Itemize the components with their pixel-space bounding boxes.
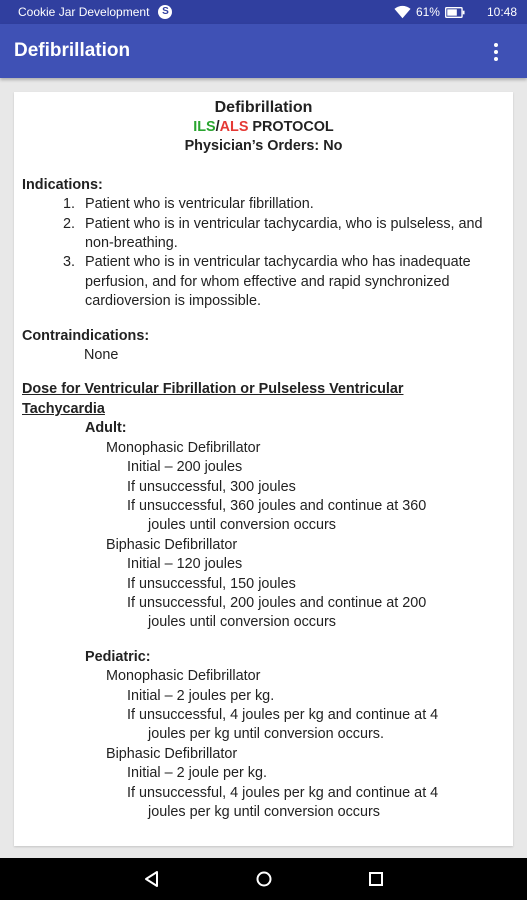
wifi-icon bbox=[394, 5, 411, 19]
pediatric-biphasic-unsuccessful-1-cont: joules per kg until conversion occurs bbox=[148, 804, 380, 820]
back-icon[interactable] bbox=[142, 869, 162, 889]
list-text: Patient who is in ventricular tachycardia who has inadequate perfusion, and for whom effective and rapid synchronized cardioversion is impossible. bbox=[85, 254, 471, 310]
navigation-bar bbox=[0, 858, 527, 900]
dose-heading-line1: Dose for Ventricular Fibrillation or Pulseless Ventricular bbox=[22, 381, 404, 398]
dose-heading-line2: Tachycardia bbox=[22, 400, 105, 417]
adult-biphasic-initial: Initial – 120 joules bbox=[127, 556, 243, 573]
protocol-label: PROTOCOL bbox=[248, 119, 334, 135]
adult-monophasic-initial: Initial – 200 joules bbox=[127, 459, 243, 476]
list-item bbox=[14, 215, 513, 254]
protocol-als: ALS bbox=[219, 119, 249, 135]
dot bbox=[494, 57, 498, 61]
recents-icon[interactable] bbox=[366, 869, 386, 889]
list-number: 2. bbox=[63, 215, 76, 232]
doc-title: Defibrillation bbox=[214, 99, 313, 116]
physicians-orders: Physician’s Orders: No bbox=[184, 138, 343, 155]
pediatric-biphasic-label: Biphasic Defibrillator bbox=[106, 745, 238, 762]
protocol-line bbox=[14, 118, 513, 137]
status-time: 10:48 bbox=[486, 5, 517, 19]
protocol-sep: / bbox=[215, 119, 220, 135]
pediatric-biphasic-initial: Initial – 2 joule per kg. bbox=[127, 765, 267, 782]
list-item bbox=[14, 253, 513, 311]
app-bar bbox=[0, 24, 527, 78]
home-icon[interactable] bbox=[254, 869, 274, 889]
list-text: Patient who is in ventricular tachycardia, who is pulseless, and non-breathing. bbox=[85, 215, 483, 252]
app-bar-title: Defibrillation bbox=[14, 40, 131, 61]
status-app bbox=[18, 5, 172, 19]
adult-monophasic-unsuccessful-2-cont: joules until conversion occurs bbox=[148, 517, 336, 534]
status-right bbox=[394, 5, 517, 19]
dose-heading bbox=[14, 380, 513, 419]
adult-biphasic-unsuccessful-2-cont: joules until conversion occurs bbox=[148, 614, 336, 631]
list-item bbox=[14, 195, 513, 214]
adult-heading: Adult: bbox=[85, 420, 127, 437]
dot bbox=[494, 43, 498, 47]
pediatric-monophasic-unsuccessful-1-cont: joules per kg until conversion occurs. bbox=[148, 726, 384, 743]
contraindications-value: None bbox=[84, 347, 119, 364]
adult-biphasic-label: Biphasic Defibrillator bbox=[106, 536, 238, 553]
indications-list bbox=[14, 195, 513, 311]
adult-biphasic-unsuccessful-2: If unsuccessful, 200 joules and continue at 200 bbox=[127, 594, 427, 611]
list-text: Patient who is ventricular fibrillation. bbox=[85, 196, 314, 213]
adult-monophasic-unsuccessful-1: If unsuccessful, 300 joules bbox=[127, 478, 296, 495]
protocol-ils: ILS bbox=[193, 119, 216, 135]
more-vert-icon[interactable] bbox=[489, 42, 503, 62]
pediatric-monophasic-unsuccessful-1: If unsuccessful, 4 joules per kg and continue at 4 bbox=[127, 706, 439, 723]
pediatric-biphasic-unsuccessful-1: If unsuccessful, 4 joules per kg and continue at 4 bbox=[127, 784, 439, 801]
protocol-document bbox=[14, 92, 513, 822]
battery-icon bbox=[445, 7, 465, 18]
indications-heading: Indications: bbox=[22, 176, 103, 193]
adult-biphasic-unsuccessful-1: If unsuccessful, 150 joules bbox=[127, 575, 296, 592]
pediatric-monophasic-initial: Initial – 2 joules per kg. bbox=[127, 687, 275, 704]
protocol-card[interactable] bbox=[14, 92, 513, 846]
adult-monophasic-unsuccessful-2: If unsuccessful, 360 joules and continue at 360 bbox=[127, 497, 427, 514]
status-app-name: Cookie Jar Development bbox=[18, 5, 150, 19]
dot bbox=[494, 50, 498, 54]
status-bar bbox=[0, 0, 527, 24]
pediatric-monophasic-label: Monophasic Defibrillator bbox=[106, 668, 261, 685]
contraindications-heading: Contraindications: bbox=[22, 327, 150, 344]
pediatric-heading: Pediatric: bbox=[85, 648, 151, 665]
list-number: 1. bbox=[63, 196, 76, 213]
adult-monophasic-label: Monophasic Defibrillator bbox=[106, 439, 261, 456]
notification-badge-icon: S bbox=[158, 5, 172, 19]
list-number: 3. bbox=[63, 254, 76, 271]
battery-percent: 61% bbox=[415, 5, 440, 19]
